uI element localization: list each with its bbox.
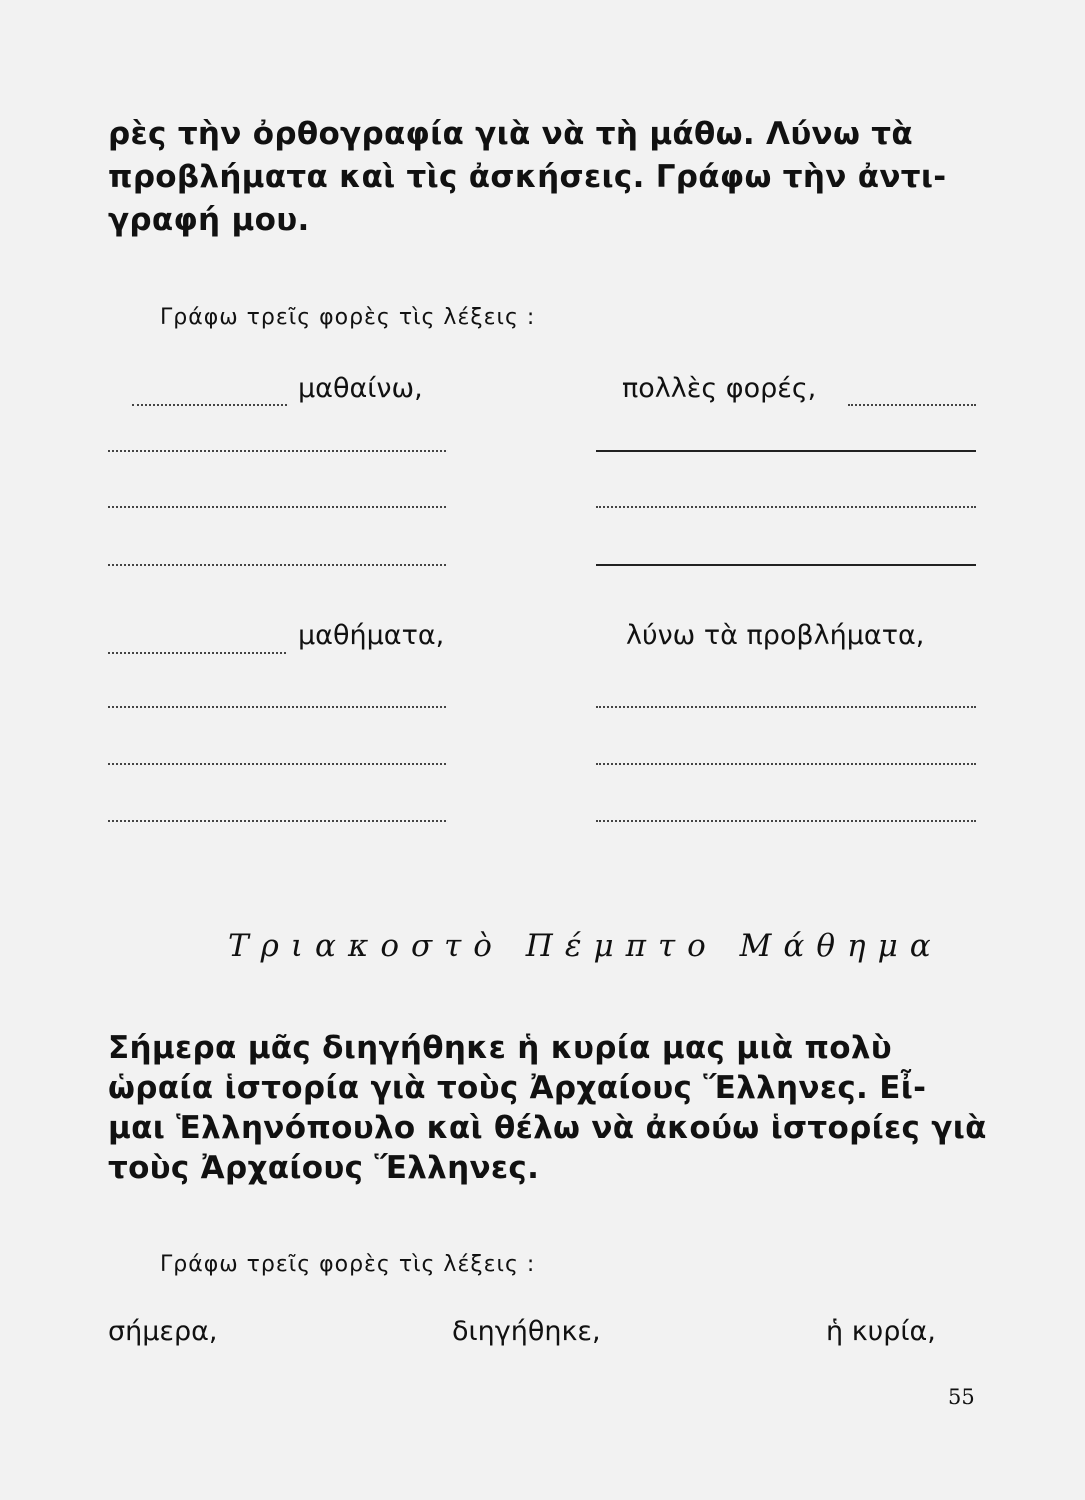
exercise-2-word-1: σήμερα, [108, 1316, 218, 1347]
answer-line[interactable] [108, 820, 446, 822]
answer-line[interactable] [108, 450, 446, 452]
answer-line[interactable] [108, 564, 446, 566]
answer-line[interactable] [132, 404, 287, 406]
answer-line[interactable] [596, 820, 976, 822]
exercise-1-word-4: λύνω τὰ προβλήματα, [626, 620, 925, 651]
exercise-2-instruction: Γράφω τρεῖς φορὲς τὶς λέξεις : [160, 1252, 536, 1277]
exercise-1-word-1: μαθαίνω, [298, 373, 423, 404]
lesson-paragraph [108, 1028, 987, 1188]
answer-line[interactable] [108, 652, 286, 654]
answer-line[interactable] [596, 506, 976, 508]
answer-line[interactable] [596, 564, 976, 566]
lesson-line-2: ὡραία ἱστορία γιὰ τοὺς Ἀρχαίους Ἕλληνες. Εἶ- [108, 1070, 927, 1106]
answer-line[interactable] [596, 450, 976, 452]
lesson-line-3: μαι Ἑλληνόπουλο καὶ θέλω νὰ ἀκούω ἱστορίες γιὰ [108, 1110, 987, 1146]
exercise-1-instruction: Γράφω τρεῖς φορὲς τὶς λέξεις : [160, 305, 536, 330]
answer-line[interactable] [596, 763, 976, 765]
intro-line-1: ρὲς τὴν ὀρθογραφία γιὰ νὰ τὴ μάθω. Λύνω τὰ [108, 116, 913, 152]
intro-paragraph [108, 113, 946, 242]
lesson-line-1: Σήμερα μᾶς διηγήθηκε ἡ κυρία μας μιὰ πολὺ [108, 1030, 893, 1066]
answer-line[interactable] [108, 763, 446, 765]
answer-line[interactable] [596, 706, 976, 708]
lesson-title: Τριακοστὸ Πέμπτο Μάθημα [228, 928, 943, 964]
answer-line[interactable] [108, 706, 446, 708]
exercise-2-word-3: ἡ κυρία, [826, 1316, 936, 1347]
exercise-1-word-2: πολλὲς φορές, [622, 373, 817, 404]
intro-line-2: προβλήματα καὶ τὶς ἀσκήσεις. Γράφω τὴν ἀντι- [108, 159, 947, 195]
answer-line[interactable] [108, 506, 446, 508]
exercise-2-word-2: διηγήθηκε, [452, 1316, 601, 1347]
exercise-1-word-3: μαθήματα, [298, 620, 445, 651]
answer-line[interactable] [848, 404, 976, 406]
lesson-line-4: τοὺς Ἀρχαίους Ἕλληνες. [108, 1150, 540, 1186]
intro-line-3: γραφή μου. [108, 202, 310, 238]
page-number: 55 [948, 1385, 975, 1409]
